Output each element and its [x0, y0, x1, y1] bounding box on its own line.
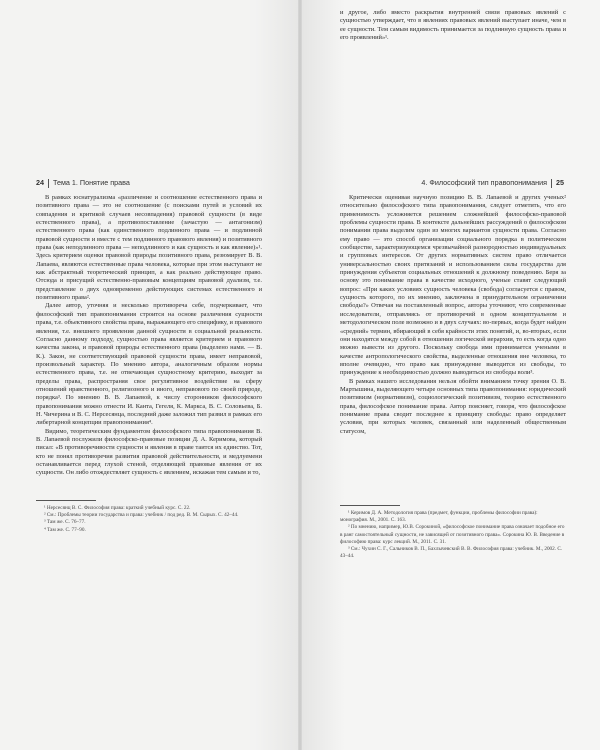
right-paragraph-2: В рамках нашего исследования нельзя обойти вниманием точку зрения О. В. Мартышина, выделяющего четыре основных типа правопонимания: юридический позитивизм (нормативизм), социологический позитивизм, теорию естественного права, философское понимание права. Автор поясняет, говоря, что философское понимание права сводит последнее к принципу свободы: право определяет условия, при которых человек, связанный или наделенный общественным статусом,: [340, 377, 566, 435]
right-page: [300, 0, 600, 750]
left-footnotes: [36, 505, 262, 534]
left-footnote-rule: [36, 500, 96, 501]
right-top-paragraph: и другое, либо вместо раскрытия внутренней связи правовых явлений с сущностью утверждает, что в явлениях правовых явлений выступает иначе, чем в ее сущности. Тем самым видимость принимается за подлинную сущность права и его проявлений»¹.: [340, 9, 566, 42]
left-running-head: Тема 1. Понятие права: [53, 178, 130, 187]
right-running-head: 4. Философский тип правопонимания: [421, 178, 547, 187]
left-paragraph-1: В рамках юснатурализма «различение и соотношение естественного права и позитивного права — это не соотношение (с поисками путей и условий их совпадения и критикой случаев несовпадения) правовой сущности (в виде естественного права), а противопоставление (зачастую — антагонизм) естественного права (как единственного подлинного права — и подлинной правовой сущности и вместе с тем подлинного правового явления) и позитивного права (как неподлинного права — неподлинного и как сущность и как явление)»¹. Здесь критерием оценки правовой природы позитивного права, резюмирует В. В. Лапаева, являются естественные права человека, которые при этом выступают не как абстрактный теоретический принцип, а как реально действующее право. Отсюда и присущий естественно-правовым концепциям правовой дуализм, т.е. представление о двух одновременно действующих системах естественного и позитивного права².: [36, 194, 262, 302]
right-body-text: [340, 194, 566, 436]
right-footnote-2: ² По мнению, например, Ю.В. Сорокиной, «философское понимание права означает подобное его в ранг самостоятельный сущности, не зависящей от позитивного права». Сорокина Ю. В. Введение в философию права: курс лекций. М., 2011. С. 31.: [340, 524, 565, 545]
left-paragraph-3: Видимо, теоретическим фундаментом философского типа правопонимания В. В. Лапаевой послужили философско-правовые позиции Д. А. Керимова, который писал: «В противоречивости сущности и явления в праве таится их единство. Тот, кто не понял противоречия развития правовой действительности, и медлуемени останавливается перед глухой стеной, отделяющей правовые явления от их сущности. Он либо отождествляет сущность с явлением, искажая тем самым и то,: [36, 427, 262, 477]
left-footnote-2: ² См.: Проблемы теории государства и права: учебник / под ред. В. М. Сырых. С. 42–44.: [44, 512, 239, 519]
right-page-number: 25: [556, 178, 564, 187]
left-footnote-1: ¹ Нерсесянц В. С. Философия права: краткий учебный курс. С. 22.: [44, 505, 191, 511]
right-footnotes: [340, 510, 566, 560]
left-body-text: [36, 194, 262, 478]
right-page-header: [421, 178, 564, 188]
header-divider: [48, 179, 49, 188]
right-footnote-rule: [340, 505, 400, 506]
left-footnote-4: ⁴ Там же. С. 77–90.: [44, 526, 86, 533]
right-top-text: [340, 9, 566, 42]
right-paragraph-1: Критически оценивая научную позицию В. В. Лапаевой и других ученых² относительно философского типа правопонимания, следует отметить, что его применимость усложняется решением сложнейшей философско-правовой проблемы сущности права. В контексте дальнейших рассуждений о философском понимании права выделим один из многих вариантов сущности права. Согласно ему право — это способ организации социального порядка в политическом сообществе, характеризующемся чрезвычайной разнородностью индивидуальных и групповых интересов. От других нормативных систем право отличается универсальностью своих притязаний и использованием силы государства для принуждения субъектов социальных отношений к должному поведению. Беря за основу это понимание права в качестве исходного, ученые ставят следующий вопрос: «При каких условиях сущность человека (свобода) согласуется с правом, сущность которого, по их мнению, заключена в принудительном ограничении свободы?» Отвечая на поставленный вопрос, авторы уточняют, что современные исследователи, отправляясь от противоречий в одном концептуальном и методологическом поле возможно и в двух случаях: во-первых, когда будет найден «средний» термин, вбирающий в себя крайности этих понятий, и, во-вторых, если они находятся между собой в отношении логической иерархии, то есть когда одно можно вывести из другого. Поскольку свобода ими принимается учеными в качестве антропологического свойства, выделенные отношения вне человека, то вполне очевидно, что право как принуждение выводится из свободы, то принуждение к необходимостью должно выводиться из свободы воли³.: [340, 194, 566, 377]
left-page-number: 24: [36, 178, 44, 187]
right-footnote-1: ¹ Керимов Д. А. Методология права (предмет, функции, проблемы философии права): монография. М., 2001. С. 163.: [340, 510, 538, 524]
left-page-header: [36, 178, 130, 188]
right-footnote-3: ³ См.: Чухин С. Г., Сальников В. П., Бахлычевский В. В. Философия права: учебник. М., 2002. С. 43–44.: [340, 546, 563, 560]
book-gutter: [298, 0, 302, 750]
left-footnote-3: ³ Там же. С. 76–77.: [44, 519, 86, 526]
left-paragraph-2: Далее автор, уточняя и несколько противореча себе, подчеркивает, что философский тип правопонимания строится на основе различения сущности права, т.е. объективного свойства права, выражающего его специфику, и правового явления, т.е. внешнего проявления данной сущности в социальной реальности. Согласно данному подходу, сущностью права является критерием и правового качества закона, и правовой природы естественного права (выделено нами. — В. К.). Закон, не соответствующий правовой сущности права, имеет неправовой, произвольный характер. По мнению автора, аналогичным образом нормы естественного права, т.е. не отвечающая сущностному критерию, выходят за пределы права, распространяя свое регулятивное воздействие на сферу отношений нравственного, религиозного и иного, неправового по своей природе, порядка³. По мнению В. В. Лапаевой, к числу сторонников философского правопонимания можно отнести И. Канта, Гегеля, К. Маркса, В. С. Соловьева, Б. Н. Чичерина и В. С. Нерсесянца, последний даже заложил тип развил в рамках его либертарной концепции правопонимания⁴.: [36, 302, 262, 427]
header-divider: [551, 179, 552, 188]
